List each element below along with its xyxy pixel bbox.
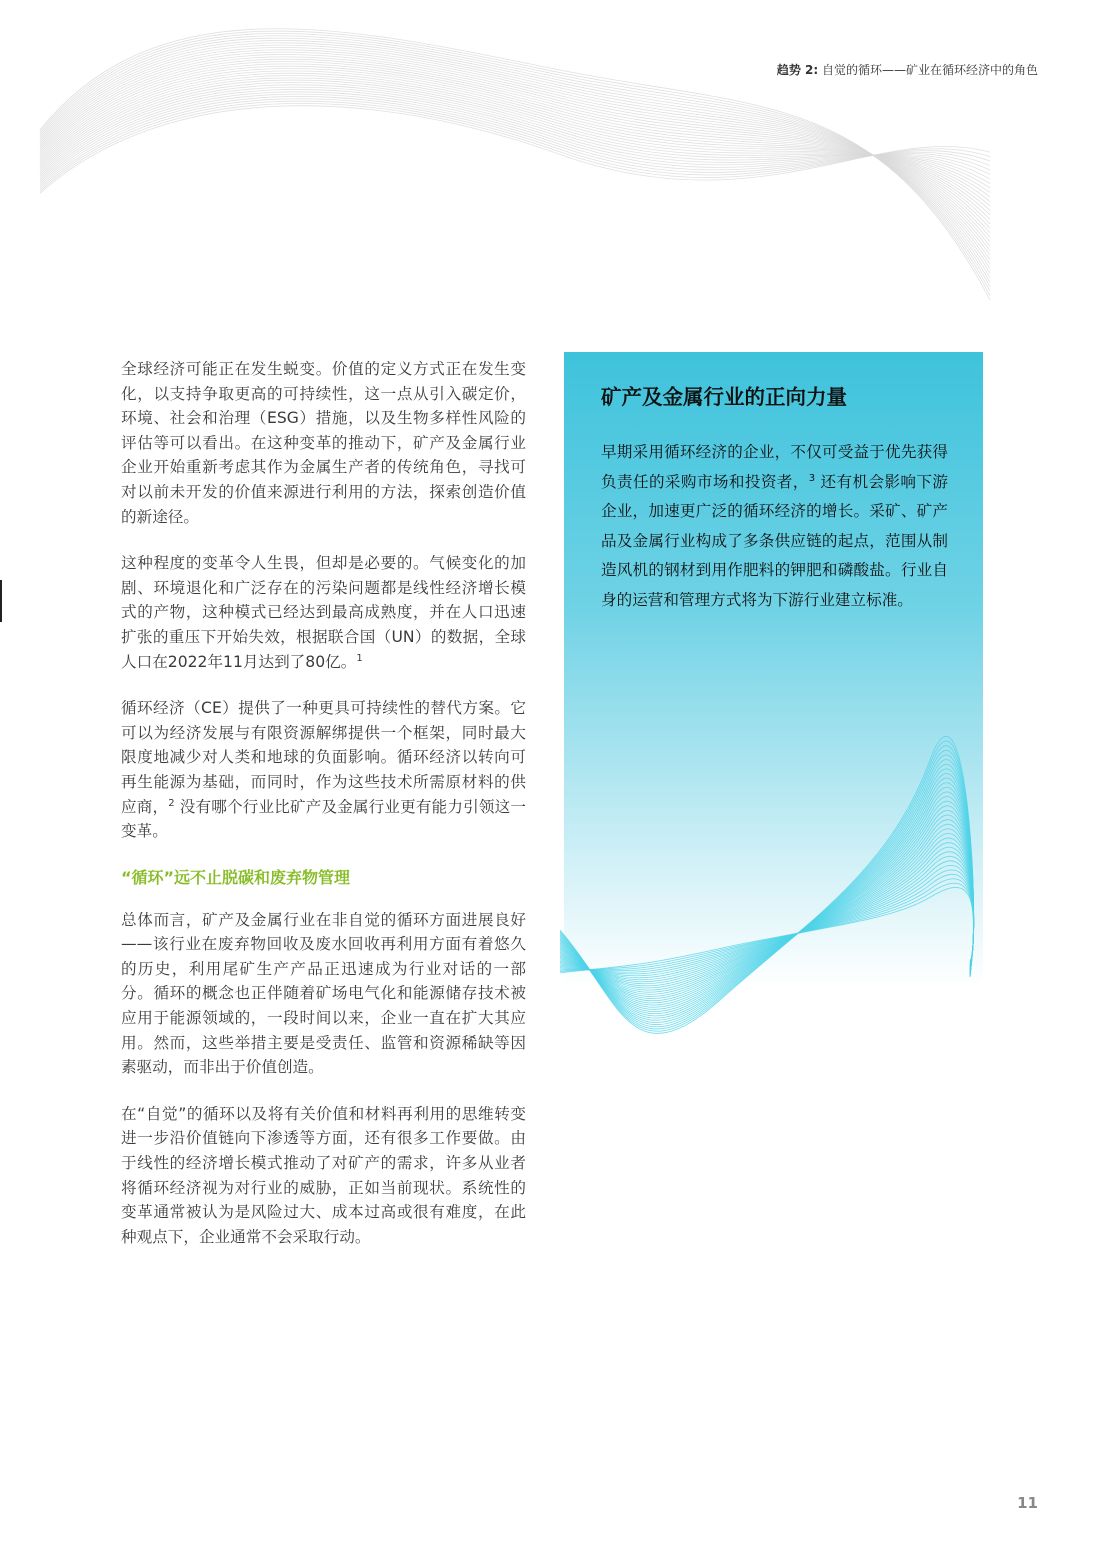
- paragraph-5: 在“自觉”的循环以及将有关价值和材料再利用的思维转变进一步沿价值链向下渗透等方面，还有很多工作要做。由于线性的经济增长模式推动了对矿产的需求，许多从业者将循环经济视为对行业的威胁，正如当前现状。系统性的变革通常被认为是风险过大、成本过高或很有难度，在此种观点下，企业通常不会采取行动。: [121, 1104, 526, 1246]
- footnote-ref-1: 1: [356, 652, 363, 664]
- footnote-ref-3: 3: [808, 472, 816, 484]
- header-trend-label: 趋势 2:: [776, 63, 819, 77]
- section-subheading: “循环”远不止脱碳和废弃物管理: [121, 867, 351, 887]
- footnote-ref-2: 2: [168, 797, 175, 809]
- decorative-wave-sidebar: [560, 700, 1000, 1100]
- page-number: 11: [1017, 1494, 1038, 1512]
- sidebar-title: 矿产及金属行业的正向力量: [601, 385, 847, 409]
- margin-marker: [0, 580, 2, 622]
- running-header: [777, 61, 1038, 78]
- paragraph-1: 全球经济可能正在发生蜕变。价值的定义方式正在发生变化，以支持争取更高的可持续性，这一点从引入碳定价，环境、社会和治理（ESG）措施，以及生物多样性风险的评估等可以看出。在这种变革的推动下，矿产及金属行业企业开始重新考虑其作为金属生产者的传统角色，寻找可对以前未开发的价值来源进行利用的方法，探索创造价值的新途径。: [121, 360, 526, 526]
- paragraph-4: 总体而言，矿产及金属行业在非自觉的循环方面进展良好——该行业在废弃物回收及废水回收再利用方面有着悠久的历史，利用尾矿生产产品正迅速成为行业对话的一部分。循环的概念也正伴随着矿场电气化和能源储存技术被应用于能源领域的，一段时间以来，企业一直在扩大其应用。然而，这些举措主要是受责任、监管和资源稀缺等因素驱动，而非出于价值创造。: [121, 910, 526, 1077]
- sidebar-body: 早期采用循环经济的企业，不仅可受益于优先获得负责任的采购市场和投资者，$^3$ 还有机会影响下游企业，加速更广泛的循环经济的增长。采矿、矿产品及金属行业构成了多条供应链的起点，范围从制造风机的钢材到用作肥料的钾肥和磷酸盐。行业自身的运营和管理方式将为下游行业建立标准。: [601, 443, 948, 609]
- decorative-wave-top: [0, 0, 1102, 360]
- header-title: 自觉的循环——矿业在循环经济中的角色: [821, 63, 1038, 77]
- paragraph-2: 这种程度的变革令人生畏，但却是必要的。气候变化的加剧、环境退化和广泛存在的污染问题都是线性经济增长模式的产物，这种模式已经达到最高成熟度，并在人口迅速扩张的重压下开始失效，根据联合国（UN）的数据，全球人口在2022年11月达到了80亿。$^1$: [121, 554, 526, 671]
- paragraph-3: 循环经济（CE）提供了一种更具可持续性的替代方案。它可以为经济发展与有限资源解绑提供一个框架，同时最大限度地减少对人类和地球的负面影响。循环经济以转向可再生能源为基础，而同时，作为这些技术所需原材料的供应商，$^2$ 没有哪个行业比矿产及金属行业更有能力引领这一变革。: [121, 699, 526, 841]
- main-column: [121, 357, 526, 1271]
